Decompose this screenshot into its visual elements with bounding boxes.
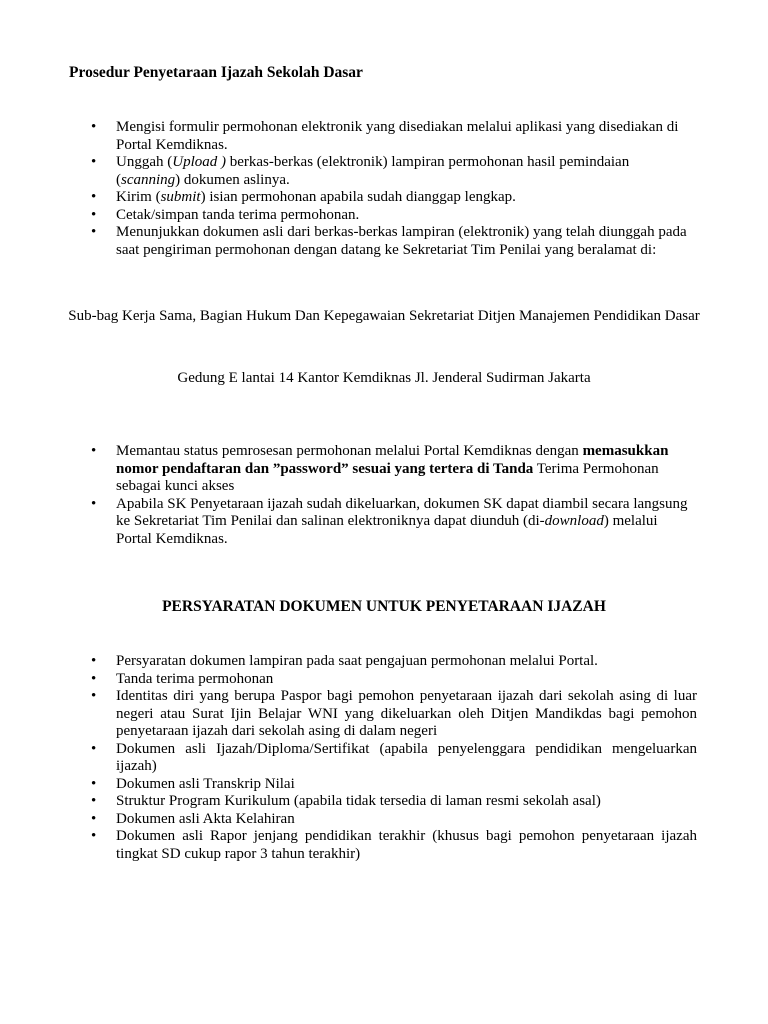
list-item (91, 224, 697, 259)
bullet-icon: • (91, 495, 97, 512)
bullet-icon: • (91, 154, 97, 170)
text-fragment: Unggah ( (116, 154, 173, 170)
step-text: Cetak/simpan tanda terima permohonan. (116, 206, 360, 223)
requirement-text: Identitas diri yang berupa Paspor bagi pemohon penyetaraan ijazah dari sekolah asing di luar negeri atau Surat Ijin Belajar WNI yang dikeluarkan oleh Ditjen Mandikdas bagi pemohon penyetaraan ijazah dari sekolah asing di dalam negeri (116, 688, 697, 739)
italic-term: download (544, 513, 604, 529)
address-building: Gedung E lantai 14 Kantor Kemdiknas Jl. Jenderal Sudirman Jakarta (177, 370, 591, 386)
list-item (91, 776, 697, 794)
bullet-icon: • (91, 828, 97, 844)
bullet-icon: • (91, 670, 97, 687)
requirement-text: Struktur Program Kurikulum (apabila tidak tersedia di laman resmi sekolah asal) (116, 793, 601, 809)
requirement-text: Dokumen asli Rapor jenjang pendidikan terakhir (khusus bagi pemohon penyetaraan ijazah tingkat SD cukup rapor 3 tahun terakhir) (116, 828, 697, 862)
bullet-icon: • (91, 793, 97, 809)
requirement-text: Dokumen asli Transkrip Nilai (116, 775, 295, 792)
text-fragment: ) isian permohonan apabila sudah dianggap lengkap. (200, 189, 516, 205)
text-fragment: Terima Permohonan sebagai kunci akses (116, 460, 659, 494)
step-text (116, 443, 668, 494)
requirements-list (91, 653, 697, 863)
bullet-icon: • (91, 653, 97, 669)
step-text: Menunjukkan dokumen asli dari berkas-berkas lampiran (elektronik) yang telah diunggah pada saat pengiriman permohonan dengan datang ke Sekretariat Tim Penilai yang beralamat di: (116, 224, 687, 258)
list-item (91, 496, 697, 549)
step-text: Mengisi formulir permohonan elektronik yang disediakan melalui aplikasi yang disediakan di Portal Kemdiknas. (116, 119, 679, 153)
step-text (116, 496, 688, 547)
bullet-icon: • (91, 206, 97, 223)
bullet-icon: • (91, 688, 97, 704)
italic-term: submit (160, 189, 201, 205)
followup-list (91, 443, 697, 548)
requirement-text: Persyaratan dokumen lampiran pada saat pengajuan permohonan melalui Portal. (116, 653, 598, 669)
list-item (91, 741, 697, 776)
bullet-icon: • (91, 189, 97, 205)
page-title: Prosedur Penyetaraan Ijazah Sekolah Dasar (69, 64, 363, 81)
bold-phrase: memasukkan nomor pendaftaran dan ”password” sesuai yang tertera di Tanda (116, 443, 669, 477)
text-fragment: berkas-berkas (elektronik) lampiran permohonan hasil pemindaian ( (116, 154, 630, 188)
text-fragment: ) melalui Portal Kemdiknas. (116, 513, 658, 547)
list-item (91, 671, 697, 689)
text-fragment: Kirim ( (116, 189, 161, 205)
italic-term: scanning (121, 171, 176, 188)
requirement-text: Dokumen asli Akta Kelahiran (116, 810, 295, 827)
list-item (91, 653, 697, 671)
requirement-text: Dokumen asli Ijazah/Diploma/Sertifikat (apabila penyelenggara pendidikan mengeluarkan ijazah) (116, 740, 697, 774)
step-text (116, 189, 516, 205)
list-item (91, 793, 697, 811)
section-heading: PERSYARATAN DOKUMEN UNTUK PENYETARAAN IJAZAH (162, 598, 606, 615)
bullet-icon: • (91, 740, 97, 757)
procedure-list (91, 119, 697, 259)
list-item (91, 688, 697, 741)
bullet-icon: • (91, 443, 97, 459)
list-item (91, 443, 697, 496)
bullet-icon: • (91, 775, 97, 792)
text-fragment: Memantau status pemrosesan permohonan melalui Portal Kemdiknas dengan (116, 443, 583, 459)
step-text (116, 154, 629, 188)
list-item (91, 811, 697, 829)
bullet-icon: • (91, 810, 97, 827)
list-item (91, 189, 697, 207)
requirement-text: Tanda terima permohonan (116, 670, 274, 687)
address-line: Sub-bag Kerja Sama, Bagian Hukum Dan Kepegawaian Sekretariat Ditjen Manajemen Pendidikan Dasar (68, 308, 700, 324)
list-item (91, 207, 697, 225)
italic-term: Upload ) (172, 154, 226, 170)
bullet-icon: • (91, 224, 97, 240)
list-item (91, 828, 697, 863)
bullet-icon: • (91, 119, 97, 135)
text-fragment: ) dokumen aslinya. (175, 171, 290, 188)
text-fragment: Apabila SK Penyetaraan ijazah sudah dikeluarkan, dokumen SK dapat diambil secara langsung ke Sekretariat Tim Penilai dan salinan elektroniknya dapat diunduh (di- (116, 495, 688, 529)
list-item (91, 154, 697, 189)
list-item (91, 119, 697, 154)
